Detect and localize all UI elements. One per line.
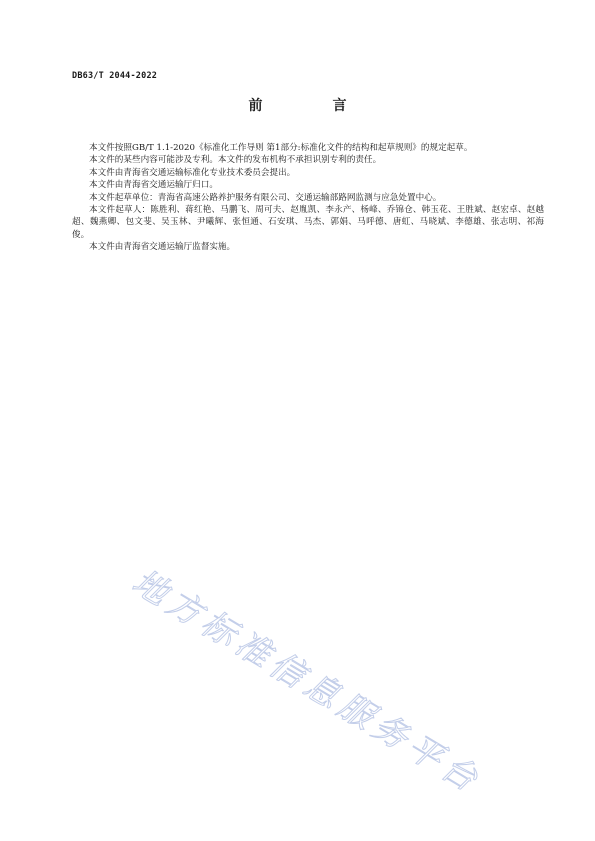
paragraph: 本文件的某些内容可能涉及专利。本文件的发布机构不承担识别专利的责任。 <box>89 155 382 166</box>
paragraph: 本文件起草单位：青海省高速公路养护服务有限公司、交通运输部路网监测与应急处置中心。 <box>89 192 442 203</box>
standard-code: DB63/T 2044-2022 <box>72 71 158 81</box>
page-title: 前 言 <box>248 98 375 114</box>
paragraph: 本文件由青海省交通运输厅归口。 <box>89 180 218 191</box>
paragraph: 本文件由青海省交通运输标准化专业技术委员会提出。 <box>89 167 296 178</box>
document-body <box>72 142 544 254</box>
watermark: 地方标准信息服务平台 <box>125 561 489 803</box>
paragraph: 本文件由青海省交通运输厅监督实施。 <box>89 242 236 253</box>
paragraph: 本文件按照GB/T 1.1-2020《标准化工作导则 第1部分:标准化文件的结构和起草规则》的规定起草。 <box>89 143 473 153</box>
paragraph: 本文件起草人：陈胜利、蒋红艳、马鹏飞、周可夫、赵胤凯、李永产、杨峰、乔锦仓、韩玉花、王胜斌、赵宏卓、赵越超、魏燕卿、包文斐、吴玉林、尹曦辉、张恒通、石安琪、马杰、郭娟、马呼德、唐虹、马晓斌、李德雄、张志明、祁海俊。 <box>72 205 544 240</box>
